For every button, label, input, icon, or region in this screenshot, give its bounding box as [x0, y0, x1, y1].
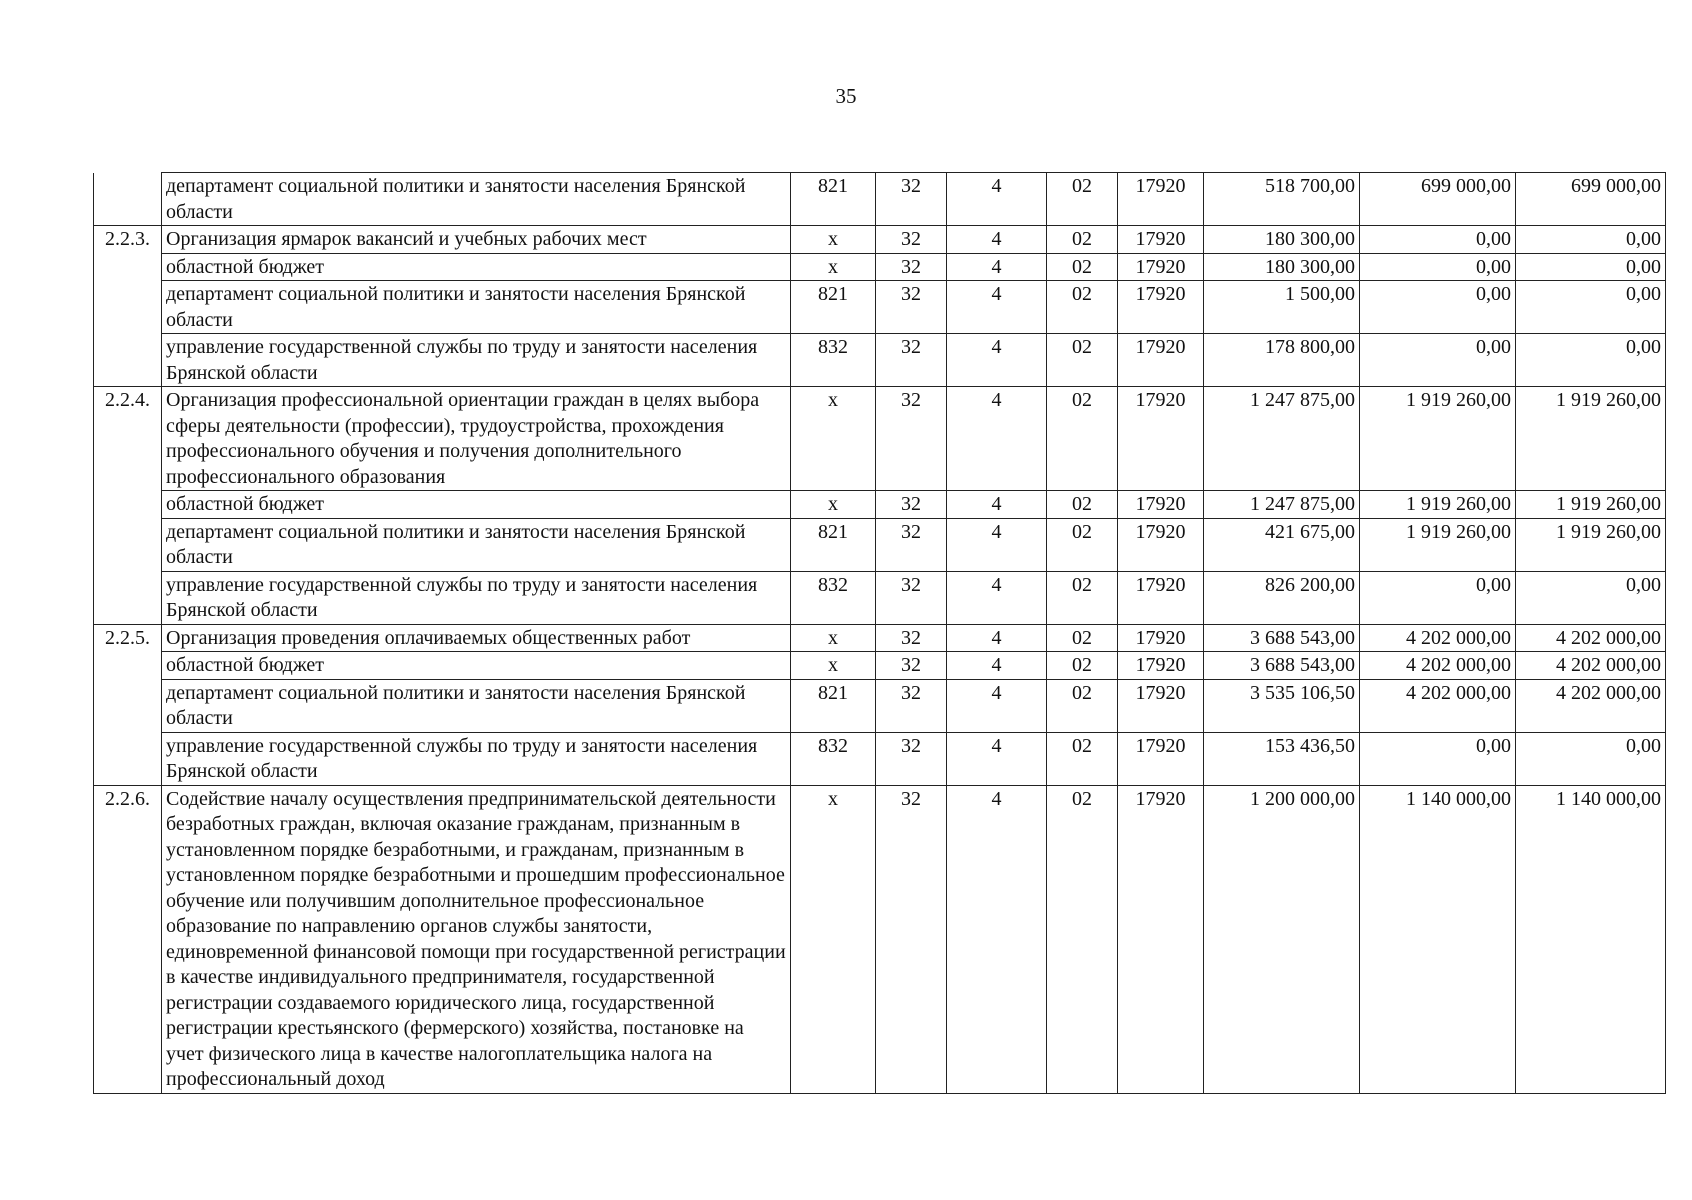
item-number-cell: 2.2.5.: [94, 624, 162, 652]
item-number-cell: 2.2.6.: [94, 785, 162, 1093]
admin-code-cell: х: [791, 491, 876, 519]
item-number-cell: [94, 679, 162, 732]
amount-year-3-cell: 4 202 000,00: [1516, 624, 1666, 652]
program-code-cell: 32: [876, 491, 947, 519]
subprogram-code-cell: 4: [947, 652, 1047, 680]
item-name-cell: департамент социальной политики и занятости населения Брянской области: [162, 679, 791, 732]
subprogram-code-cell: 4: [947, 387, 1047, 491]
program-code-cell: 32: [876, 679, 947, 732]
amount-year-3-cell: 4 202 000,00: [1516, 679, 1666, 732]
direction-code-cell: 17920: [1118, 652, 1204, 680]
amount-year-3-cell: 0,00: [1516, 226, 1666, 254]
amount-year-3-cell: 1 919 260,00: [1516, 491, 1666, 519]
amount-year-2-cell: 0,00: [1360, 571, 1516, 624]
amount-year-3-cell: 1 140 000,00: [1516, 785, 1666, 1093]
table-row: [94, 387, 1666, 491]
item-number-cell: [94, 173, 162, 226]
item-name-cell: областной бюджет: [162, 652, 791, 680]
table-row: [94, 518, 1666, 571]
table-row: [94, 226, 1666, 254]
admin-code-cell: х: [791, 253, 876, 281]
event-code-cell: 02: [1047, 732, 1118, 785]
amount-year-3-cell: 0,00: [1516, 571, 1666, 624]
admin-code-cell: х: [791, 624, 876, 652]
amount-year-1-cell: 180 300,00: [1204, 226, 1360, 254]
item-number-cell: [94, 491, 162, 519]
event-code-cell: 02: [1047, 253, 1118, 281]
amount-year-3-cell: 0,00: [1516, 281, 1666, 334]
direction-code-cell: 17920: [1118, 387, 1204, 491]
program-code-cell: 32: [876, 334, 947, 387]
admin-code-cell: 821: [791, 518, 876, 571]
program-code-cell: 32: [876, 173, 947, 226]
item-name-cell: управление государственной службы по труду и занятости населения Брянской области: [162, 571, 791, 624]
direction-code-cell: 17920: [1118, 334, 1204, 387]
subprogram-code-cell: 4: [947, 491, 1047, 519]
page-number: 35: [835, 84, 857, 108]
amount-year-2-cell: 0,00: [1360, 253, 1516, 281]
event-code-cell: 02: [1047, 624, 1118, 652]
amount-year-1-cell: 3 688 543,00: [1204, 624, 1360, 652]
amount-year-2-cell: 0,00: [1360, 226, 1516, 254]
amount-year-1-cell: 3 688 543,00: [1204, 652, 1360, 680]
admin-code-cell: х: [791, 387, 876, 491]
item-name-cell: Организация проведения оплачиваемых общественных работ: [162, 624, 791, 652]
subprogram-code-cell: 4: [947, 732, 1047, 785]
amount-year-1-cell: 518 700,00: [1204, 173, 1360, 226]
subprogram-code-cell: 4: [947, 281, 1047, 334]
program-code-cell: 32: [876, 732, 947, 785]
amount-year-1-cell: 3 535 106,50: [1204, 679, 1360, 732]
amount-year-1-cell: 180 300,00: [1204, 253, 1360, 281]
amount-year-2-cell: 0,00: [1360, 334, 1516, 387]
table-body: [94, 173, 1666, 1094]
table-row: [94, 571, 1666, 624]
subprogram-code-cell: 4: [947, 679, 1047, 732]
admin-code-cell: х: [791, 785, 876, 1093]
amount-year-1-cell: 178 800,00: [1204, 334, 1360, 387]
event-code-cell: 02: [1047, 173, 1118, 226]
amount-year-2-cell: 699 000,00: [1360, 173, 1516, 226]
table-row: [94, 173, 1666, 226]
admin-code-cell: 832: [791, 334, 876, 387]
table-row: [94, 281, 1666, 334]
event-code-cell: 02: [1047, 785, 1118, 1093]
program-code-cell: 32: [876, 571, 947, 624]
item-name-cell: департамент социальной политики и занятости населения Брянской области: [162, 518, 791, 571]
amount-year-3-cell: 0,00: [1516, 334, 1666, 387]
event-code-cell: 02: [1047, 679, 1118, 732]
subprogram-code-cell: 4: [947, 173, 1047, 226]
amount-year-2-cell: 4 202 000,00: [1360, 652, 1516, 680]
amount-year-3-cell: 699 000,00: [1516, 173, 1666, 226]
item-number-cell: 2.2.3.: [94, 226, 162, 254]
amount-year-2-cell: 0,00: [1360, 732, 1516, 785]
item-name-cell: управление государственной службы по труду и занятости населения Брянской области: [162, 732, 791, 785]
amount-year-3-cell: 0,00: [1516, 253, 1666, 281]
program-code-cell: 32: [876, 785, 947, 1093]
amount-year-1-cell: 1 200 000,00: [1204, 785, 1360, 1093]
admin-code-cell: 821: [791, 281, 876, 334]
item-number-cell: [94, 732, 162, 785]
item-name-cell: областной бюджет: [162, 491, 791, 519]
item-number-cell: [94, 518, 162, 571]
amount-year-1-cell: 421 675,00: [1204, 518, 1360, 571]
table-row: [94, 334, 1666, 387]
admin-code-cell: 821: [791, 173, 876, 226]
item-name-cell: департамент социальной политики и занятости населения Брянской области: [162, 173, 791, 226]
amount-year-1-cell: 826 200,00: [1204, 571, 1360, 624]
amount-year-2-cell: 4 202 000,00: [1360, 624, 1516, 652]
event-code-cell: 02: [1047, 491, 1118, 519]
admin-code-cell: 821: [791, 679, 876, 732]
item-name-cell: Содействие началу осуществления предпринимательской деятельности безработных граждан, включая оказание гражданам, признанным в установленном порядке безработными, и гражданам, признанным в установленном порядке безработными и прошедшим профессиональное обучение или получившим дополнительное профессиональное образование по направлению органов службы занятости, единовременной финансовой помощи при государственной регистрации в качестве индивидуального предпринимателя, государственной регистрации создаваемого юридического лица, государственной регистрации крестьянского (фермерского) хозяйства, постановке на учет физического лица в качестве налогоплательщика налога на профессиональный доход: [162, 785, 791, 1093]
direction-code-cell: 17920: [1118, 679, 1204, 732]
program-code-cell: 32: [876, 253, 947, 281]
admin-code-cell: х: [791, 652, 876, 680]
subprogram-code-cell: 4: [947, 518, 1047, 571]
table-row: [94, 679, 1666, 732]
direction-code-cell: 17920: [1118, 281, 1204, 334]
subprogram-code-cell: 4: [947, 785, 1047, 1093]
amount-year-3-cell: 0,00: [1516, 732, 1666, 785]
item-name-cell: областной бюджет: [162, 253, 791, 281]
direction-code-cell: 17920: [1118, 491, 1204, 519]
amount-year-2-cell: 1 140 000,00: [1360, 785, 1516, 1093]
direction-code-cell: 17920: [1118, 624, 1204, 652]
program-code-cell: 32: [876, 518, 947, 571]
program-code-cell: 32: [876, 624, 947, 652]
subprogram-code-cell: 4: [947, 571, 1047, 624]
direction-code-cell: 17920: [1118, 518, 1204, 571]
event-code-cell: 02: [1047, 334, 1118, 387]
amount-year-1-cell: 1 247 875,00: [1204, 491, 1360, 519]
subprogram-code-cell: 4: [947, 253, 1047, 281]
subprogram-code-cell: 4: [947, 226, 1047, 254]
admin-code-cell: 832: [791, 571, 876, 624]
table-row: [94, 732, 1666, 785]
program-code-cell: 32: [876, 226, 947, 254]
item-name-cell: департамент социальной политики и занятости населения Брянской области: [162, 281, 791, 334]
program-code-cell: 32: [876, 281, 947, 334]
amount-year-1-cell: 1 500,00: [1204, 281, 1360, 334]
amount-year-3-cell: 4 202 000,00: [1516, 652, 1666, 680]
item-number-cell: [94, 253, 162, 281]
table-row: [94, 253, 1666, 281]
program-code-cell: 32: [876, 387, 947, 491]
direction-code-cell: 17920: [1118, 173, 1204, 226]
table-row: [94, 491, 1666, 519]
amount-year-2-cell: 0,00: [1360, 281, 1516, 334]
program-code-cell: 32: [876, 652, 947, 680]
subprogram-code-cell: 4: [947, 334, 1047, 387]
item-number-cell: 2.2.4.: [94, 387, 162, 491]
event-code-cell: 02: [1047, 652, 1118, 680]
subprogram-code-cell: 4: [947, 624, 1047, 652]
item-number-cell: [94, 652, 162, 680]
item-number-cell: [94, 571, 162, 624]
direction-code-cell: 17920: [1118, 785, 1204, 1093]
item-name-cell: Организация профессиональной ориентации граждан в целях выбора сферы деятельности (профессии), трудоустройства, прохождения профессионального обучения и получения дополнительного профессионального образования: [162, 387, 791, 491]
event-code-cell: 02: [1047, 571, 1118, 624]
amount-year-3-cell: 1 919 260,00: [1516, 518, 1666, 571]
event-code-cell: 02: [1047, 387, 1118, 491]
amount-year-3-cell: 1 919 260,00: [1516, 387, 1666, 491]
item-name-cell: Организация ярмарок вакансий и учебных рабочих мест: [162, 226, 791, 254]
table-row: [94, 785, 1666, 1093]
amount-year-2-cell: 1 919 260,00: [1360, 387, 1516, 491]
event-code-cell: 02: [1047, 281, 1118, 334]
event-code-cell: 02: [1047, 518, 1118, 571]
amount-year-2-cell: 1 919 260,00: [1360, 491, 1516, 519]
event-code-cell: 02: [1047, 226, 1118, 254]
table-row: [94, 652, 1666, 680]
direction-code-cell: 17920: [1118, 732, 1204, 785]
admin-code-cell: 832: [791, 732, 876, 785]
amount-year-1-cell: 153 436,50: [1204, 732, 1360, 785]
amount-year-2-cell: 1 919 260,00: [1360, 518, 1516, 571]
admin-code-cell: х: [791, 226, 876, 254]
item-number-cell: [94, 334, 162, 387]
amount-year-1-cell: 1 247 875,00: [1204, 387, 1360, 491]
item-number-cell: [94, 281, 162, 334]
direction-code-cell: 17920: [1118, 226, 1204, 254]
budget-table: [93, 172, 1666, 1094]
direction-code-cell: 17920: [1118, 571, 1204, 624]
table-row: [94, 624, 1666, 652]
amount-year-2-cell: 4 202 000,00: [1360, 679, 1516, 732]
direction-code-cell: 17920: [1118, 253, 1204, 281]
item-name-cell: управление государственной службы по труду и занятости населения Брянской области: [162, 334, 791, 387]
